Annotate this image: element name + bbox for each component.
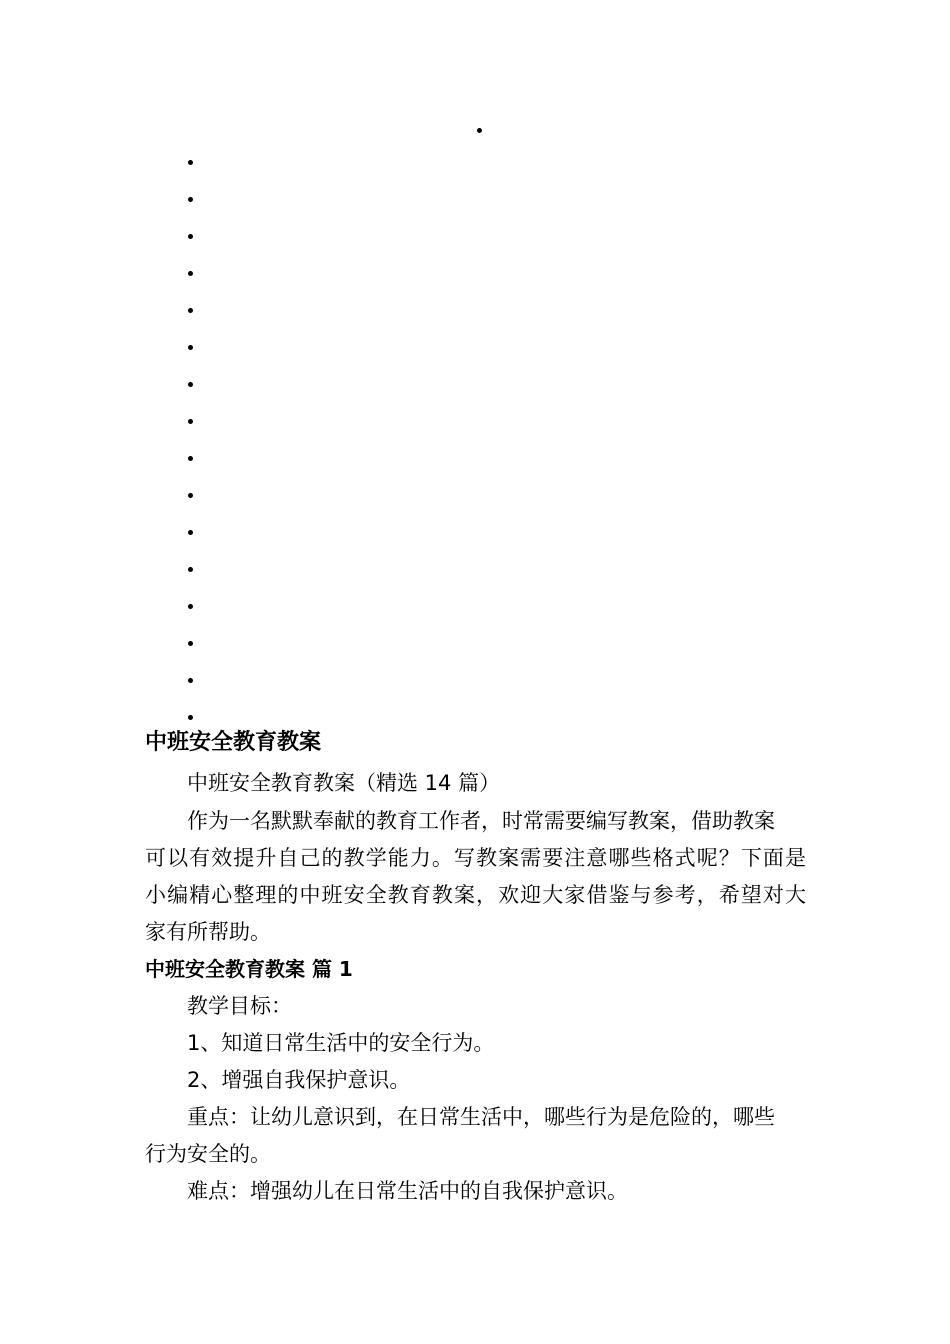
key-point-line: 行为安全的。	[145, 1142, 271, 1166]
toc-bullet	[188, 160, 193, 165]
goal-item: 1、知道日常生活中的安全行为。	[187, 1031, 495, 1055]
goals-label: 教学目标：	[187, 994, 292, 1018]
toc-bullet	[477, 128, 482, 133]
toc-bullet	[188, 419, 193, 424]
toc-bullet	[188, 456, 193, 461]
toc-bullet	[188, 345, 193, 350]
difficulty-line: 难点：增强幼儿在日常生活中的自我保护意识。	[187, 1179, 628, 1203]
toc-bullet	[188, 641, 193, 646]
section-heading: 中班安全教育教案 篇 1	[145, 957, 353, 981]
toc-bullet	[188, 234, 193, 239]
intro-line: 小编精心整理的中班安全教育教案，欢迎大家借鉴与参考，希望对大	[145, 883, 806, 907]
toc-bullet	[188, 567, 193, 572]
toc-bullet	[188, 197, 193, 202]
toc-bullet	[188, 530, 193, 535]
intro-line: 可以有效提升自己的教学能力。写教案需要注意哪些格式呢？下面是	[145, 846, 806, 870]
document-subtitle: 中班安全教育教案（精选 14 篇）	[187, 771, 501, 795]
document-title: 中班安全教育教案	[145, 730, 322, 755]
toc-bullet	[188, 271, 193, 276]
toc-bullet	[188, 493, 193, 498]
key-point-line: 重点：让幼儿意识到，在日常生活中，哪些行为是危险的，哪些	[187, 1105, 775, 1129]
toc-bullet	[188, 604, 193, 609]
toc-bullet	[188, 382, 193, 387]
toc-bullet	[188, 678, 193, 683]
goal-item: 2、增强自我保护意识。	[187, 1068, 411, 1092]
toc-bullet	[188, 715, 193, 720]
toc-bullet	[188, 308, 193, 313]
intro-line: 家有所帮助。	[145, 920, 271, 944]
intro-line: 作为一名默默奉献的教育工作者，时常需要编写教案，借助教案	[187, 809, 775, 833]
